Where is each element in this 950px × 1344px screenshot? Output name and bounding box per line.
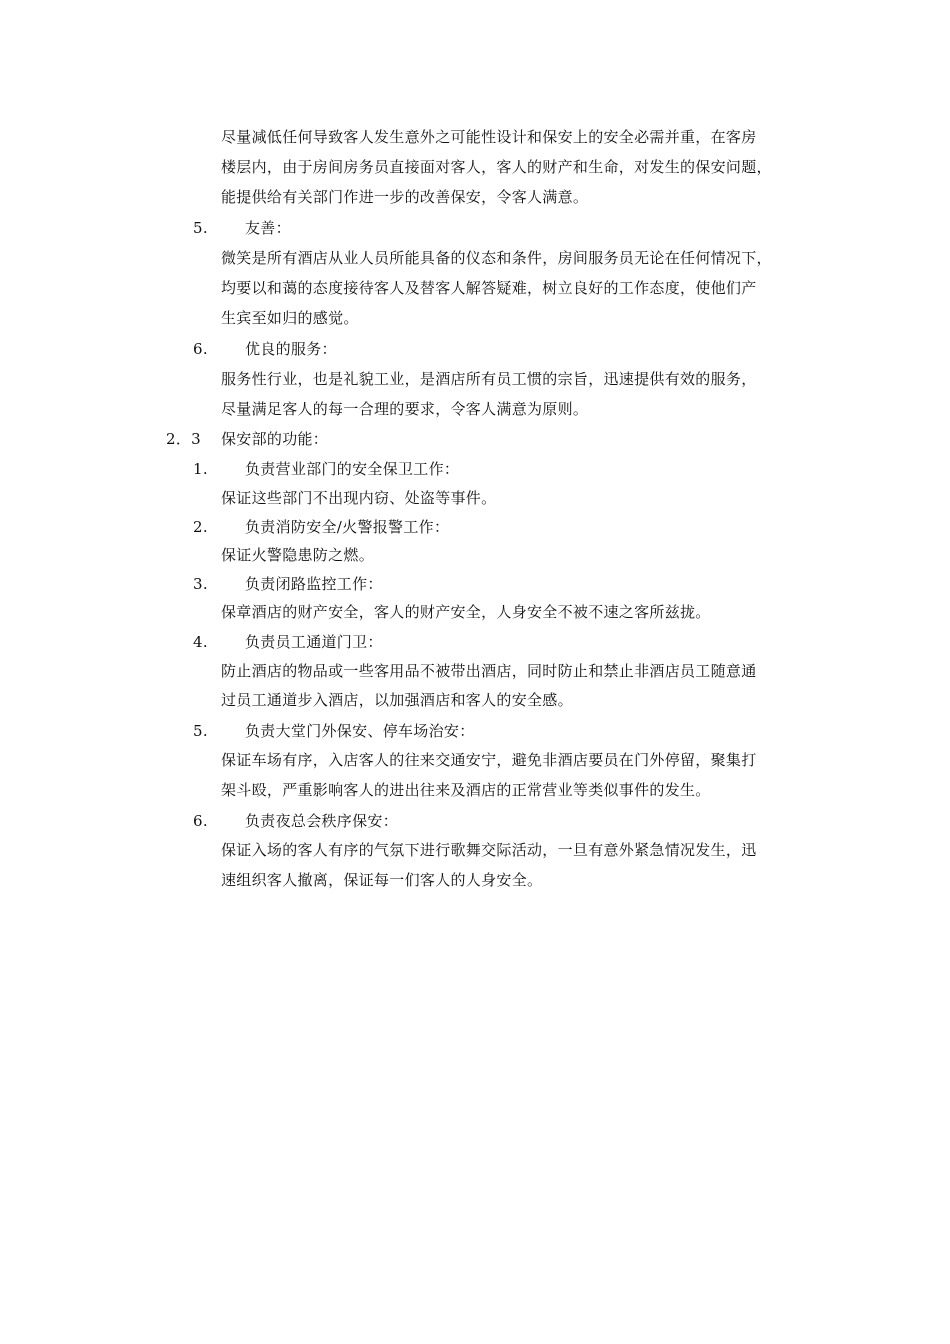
sec-item3-line-1: 保章酒店的财产安全，客人的财产安全，人身安全不被不速之客所兹拢。 — [221, 603, 711, 621]
sec-item2-line-1: 保证火警隐患防之燃。 — [221, 546, 375, 564]
intro-line-3: 能提供给有关部门作进一步的改善保安，令客人满意。 — [221, 188, 589, 206]
sec-item2-number: 2. — [193, 518, 208, 536]
item6-line-1: 服务性行业，也是礼貌工业，是酒店所有员工惯的宗旨，迅速提供有效的服务， — [221, 370, 757, 388]
item5-number: 5. — [193, 219, 208, 237]
sec-item1-title: 负责营业部门的安全保卫工作： — [245, 460, 460, 478]
item6-line-2: 尽量满足客人的每一合理的要求，令客人满意为原则。 — [221, 400, 589, 418]
sec-item1-number: 1. — [193, 460, 208, 478]
sec-item4-line-1: 防止酒店的物品或一些客用品不被带出酒店，同时防止和禁止非酒店员工随意通 — [221, 662, 757, 680]
item5-line-2: 均要以和蔼的态度接待客人及替客人解答疑难，树立良好的工作态度，使他们产 — [221, 279, 757, 297]
intro-line-2: 楼层内，由于房间房务员直接面对客人，客人的财产和生命，对发生的保安问题， — [221, 158, 772, 176]
item5-line-1: 微笑是所有酒店从业人员所能具备的仪态和条件，房间服务员无论在任何情况下， — [221, 249, 772, 267]
sec-item1-line-1: 保证这些部门不出现内窃、处盗等事件。 — [221, 489, 497, 507]
item6-number: 6. — [193, 340, 208, 358]
section-title: 保安部的功能： — [221, 430, 329, 448]
item5-title: 友善： — [245, 219, 291, 237]
sec-item4-title: 负责员工通道门卫： — [245, 633, 383, 651]
sec-item4-number: 4. — [193, 633, 208, 651]
sec-item2-title: 负责消防安全/火警报警工作： — [245, 518, 450, 536]
item5-line-3: 生宾至如归的感觉。 — [221, 309, 359, 327]
sec-item6-line-1: 保证入场的客人有序的气氛下进行歌舞交际活动，一旦有意外紧急情况发生，迅 — [221, 841, 757, 859]
sec-item6-number: 6. — [193, 812, 208, 830]
sec-item5-line-1: 保证车场有序，入店客人的往来交通安宁，避免非酒店要员在门外停留，聚集打 — [221, 751, 757, 769]
sec-item6-line-2: 速组织客人撤离，保证每一们客人的人身安全。 — [221, 871, 543, 889]
sec-item3-number: 3. — [193, 575, 208, 593]
sec-item5-number: 5. — [193, 722, 208, 740]
item6-title: 优良的服务： — [245, 340, 337, 358]
section-number: 2．3 — [166, 430, 201, 448]
sec-item3-title: 负责闭路监控工作： — [245, 575, 383, 593]
sec-item4-line-2: 过员工通道步入酒店，以加强酒店和客人的安全感。 — [221, 691, 573, 709]
sec-item6-title: 负责夜总会秩序保安： — [245, 812, 399, 830]
sec-item5-line-2: 架斗殴，严重影响客人的进出往来及酒店的正常营业等类似事件的发生。 — [221, 781, 711, 799]
intro-line-1: 尽量减低任何导致客人发生意外之可能性设计和保安上的安全必需并重，在客房 — [221, 128, 757, 146]
sec-item5-title: 负责大堂门外保安、停车场治安： — [245, 722, 475, 740]
